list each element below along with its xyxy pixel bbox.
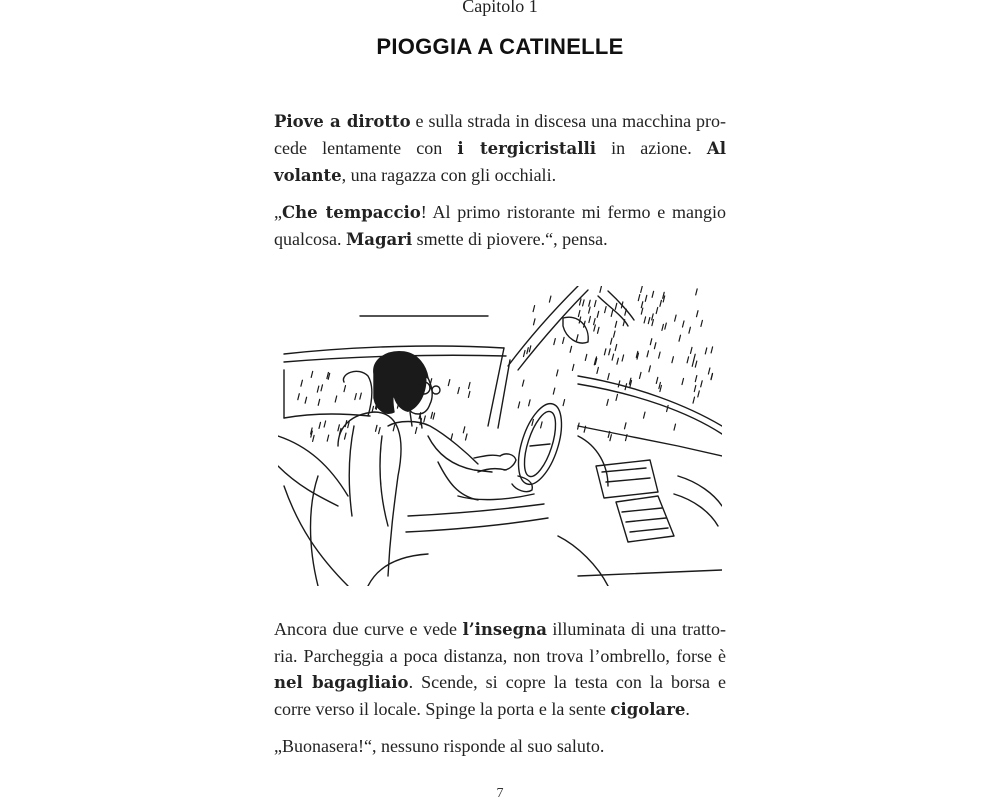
- rain-drop: [679, 335, 681, 341]
- text-run: „: [274, 202, 282, 222]
- rain-drop: [451, 434, 453, 440]
- rain-drop: [694, 386, 696, 392]
- rain-drop: [656, 308, 658, 314]
- rain-drop: [533, 306, 535, 312]
- rain-drop: [301, 380, 303, 386]
- rain-drop: [424, 416, 426, 422]
- rain-drop: [311, 371, 313, 377]
- rain-drop: [608, 374, 610, 380]
- rain-drop: [321, 385, 323, 391]
- rain-drop: [585, 354, 587, 360]
- rain-drop: [578, 311, 580, 317]
- rain-drop: [687, 357, 689, 363]
- rain-drop: [694, 354, 696, 360]
- rain-drop: [644, 317, 646, 323]
- rain-drop: [598, 327, 600, 333]
- rain-drop: [298, 394, 300, 400]
- rain-drop: [675, 315, 677, 321]
- rain-drop: [415, 427, 417, 433]
- rain-drop: [660, 386, 662, 392]
- chapter-title: PIOGGIA A CATINELLE: [376, 34, 624, 59]
- page-number: 7: [496, 786, 504, 801]
- text-run: Ancora due curve e vede: [274, 619, 463, 639]
- text-run: „Buonasera!“, nessuno risponde al suo saluto.: [274, 736, 605, 756]
- rain-drop: [431, 412, 433, 418]
- rain-drop: [644, 412, 646, 418]
- rain-drop: [615, 303, 617, 309]
- rain-drop: [345, 433, 347, 439]
- rain-drop: [448, 380, 450, 386]
- rain-drop: [466, 434, 468, 440]
- rain-drop: [701, 381, 703, 387]
- rain-drop: [640, 372, 642, 378]
- car-driver-illustration: [278, 286, 722, 586]
- rain-drop: [589, 317, 591, 323]
- text-run: e sulla strada in discesa una macchina pro-cede lentamente con: [274, 111, 726, 158]
- bold-term: Che tempaccio: [282, 203, 421, 222]
- text-block-bottom: [274, 616, 726, 769]
- rain-drop: [652, 320, 654, 326]
- rain-drop: [605, 307, 607, 313]
- rain-drop: [647, 351, 649, 357]
- rain-drop: [355, 394, 357, 400]
- rain-drop: [610, 435, 612, 441]
- rain-drop: [645, 295, 647, 301]
- rain-drop: [648, 318, 650, 324]
- rain-drop: [708, 368, 710, 374]
- rain-drop: [696, 289, 698, 295]
- rain-drop: [570, 346, 572, 352]
- rain-drop: [529, 346, 531, 352]
- text-run: smette di piovere.“, pensa.: [412, 229, 608, 249]
- paragraph-3: [274, 616, 726, 723]
- rain-drop: [682, 379, 684, 385]
- rain-drop: [553, 388, 555, 394]
- paragraph-4: [274, 733, 726, 759]
- rain-drop: [324, 421, 326, 427]
- rain-drop: [662, 324, 664, 330]
- rain-drop: [683, 321, 685, 327]
- rain-drop: [659, 383, 661, 389]
- text-run: illuminata di una tratto-ria. Parcheggia a poca distanza, non trova l’ombrello, forse è: [274, 619, 726, 666]
- rain-drop: [534, 319, 536, 325]
- rain-drop: [600, 286, 602, 292]
- rain-drop: [701, 320, 703, 326]
- rain-drop: [616, 394, 618, 400]
- rain-drop: [656, 377, 658, 383]
- rain-drop: [317, 386, 319, 392]
- rain-drop: [641, 302, 643, 308]
- rain-drop: [695, 361, 697, 367]
- rain-drop: [691, 347, 693, 353]
- bold-term: cigolare: [610, 700, 686, 719]
- bold-term: l’insegna: [462, 620, 547, 639]
- rain-drop: [529, 400, 531, 406]
- text-run: .: [685, 699, 690, 719]
- rain-drop: [318, 399, 320, 405]
- rain-drop: [649, 366, 651, 372]
- rain-drop: [654, 343, 656, 349]
- rain-drop: [672, 357, 674, 363]
- rain-streaks: [298, 286, 713, 441]
- rain-drop: [711, 373, 713, 379]
- text-run: in azione.: [596, 138, 707, 158]
- rain-drop: [393, 425, 395, 431]
- rain-drop: [597, 311, 599, 317]
- paragraph-1: [274, 108, 726, 189]
- rain-drop: [589, 300, 591, 306]
- rain-drop: [617, 358, 619, 364]
- rain-drop: [652, 291, 654, 297]
- rain-drop: [557, 370, 559, 376]
- rain-drop: [692, 360, 694, 366]
- rain-drop: [580, 299, 582, 305]
- rain-drop: [376, 425, 378, 431]
- rain-drop: [665, 323, 667, 329]
- bold-term: Al volante: [274, 139, 726, 185]
- rain-drop: [305, 397, 307, 403]
- rain-drop: [638, 295, 640, 301]
- chapter-label: Capitolo 1: [462, 0, 538, 16]
- rain-drop: [609, 349, 611, 355]
- bold-term: i tergicristalli: [457, 139, 597, 158]
- rain-drop: [463, 427, 465, 433]
- rain-drop: [659, 352, 661, 358]
- rain-drop: [693, 397, 695, 403]
- rain-drop: [711, 347, 713, 353]
- rain-drop: [524, 351, 526, 357]
- rain-drop: [335, 396, 337, 402]
- rain-drop: [674, 424, 676, 430]
- rain-drop: [458, 388, 460, 394]
- bold-term: Piove a dirotto: [274, 112, 411, 131]
- rain-drop: [468, 391, 470, 397]
- rain-drop: [660, 300, 662, 306]
- rain-drop: [522, 380, 524, 386]
- rain-drop: [604, 349, 606, 355]
- rain-drop: [695, 376, 697, 382]
- rain-drop: [554, 339, 556, 345]
- rain-drop: [527, 348, 529, 354]
- rain-drop: [705, 348, 707, 354]
- rain-drop: [611, 310, 613, 316]
- rain-drop: [594, 325, 596, 331]
- rain-drop: [572, 364, 574, 370]
- rain-drop: [549, 296, 551, 302]
- rain-drop: [563, 337, 565, 343]
- rain-drop: [595, 301, 597, 307]
- rain-drop: [338, 425, 340, 431]
- rain-drop: [344, 386, 346, 392]
- rain-drop: [625, 423, 627, 429]
- rain-drop: [597, 367, 599, 373]
- rain-drop: [641, 308, 643, 314]
- rain-drop: [532, 419, 534, 425]
- rain-drop: [313, 435, 315, 441]
- rain-drop: [698, 391, 700, 397]
- text-run: ! Al primo ristorante mi fermo e mangio qualcosa.: [274, 202, 726, 249]
- rain-drop: [614, 331, 616, 337]
- rain-drop: [615, 321, 617, 327]
- rain-drop: [607, 399, 609, 405]
- rain-drop: [469, 383, 471, 389]
- rain-drop: [622, 355, 624, 361]
- rain-drop: [327, 435, 329, 441]
- rain-drop: [652, 314, 654, 320]
- text-run: . Scende, si copre la testa con la borsa e corre verso il locale. Spinge la porta e la sente: [274, 672, 726, 719]
- rain-drop: [518, 402, 520, 408]
- rain-drop: [697, 311, 699, 317]
- rain-drop: [563, 400, 565, 406]
- rain-drop: [594, 319, 596, 325]
- rain-drop: [650, 339, 652, 345]
- text-block-top: [274, 108, 726, 263]
- rain-drop: [615, 345, 617, 351]
- rain-drop: [589, 307, 591, 313]
- rain-drop: [611, 338, 613, 344]
- rain-drop: [689, 327, 691, 333]
- rain-drop: [641, 286, 643, 292]
- bold-term: Magari: [345, 230, 413, 249]
- rain-drop: [541, 422, 543, 428]
- rain-drop: [577, 335, 579, 341]
- rain-drop: [433, 413, 435, 419]
- rain-drop: [583, 300, 585, 306]
- paragraph-2: [274, 199, 726, 253]
- text-run: , una ragazza con gli occhiali.: [341, 165, 557, 185]
- rain-drop: [612, 354, 614, 360]
- rain-drop: [319, 422, 321, 428]
- rain-drop: [379, 428, 381, 434]
- bold-term: nel bagagliaio: [274, 673, 409, 692]
- rain-drop: [360, 393, 362, 399]
